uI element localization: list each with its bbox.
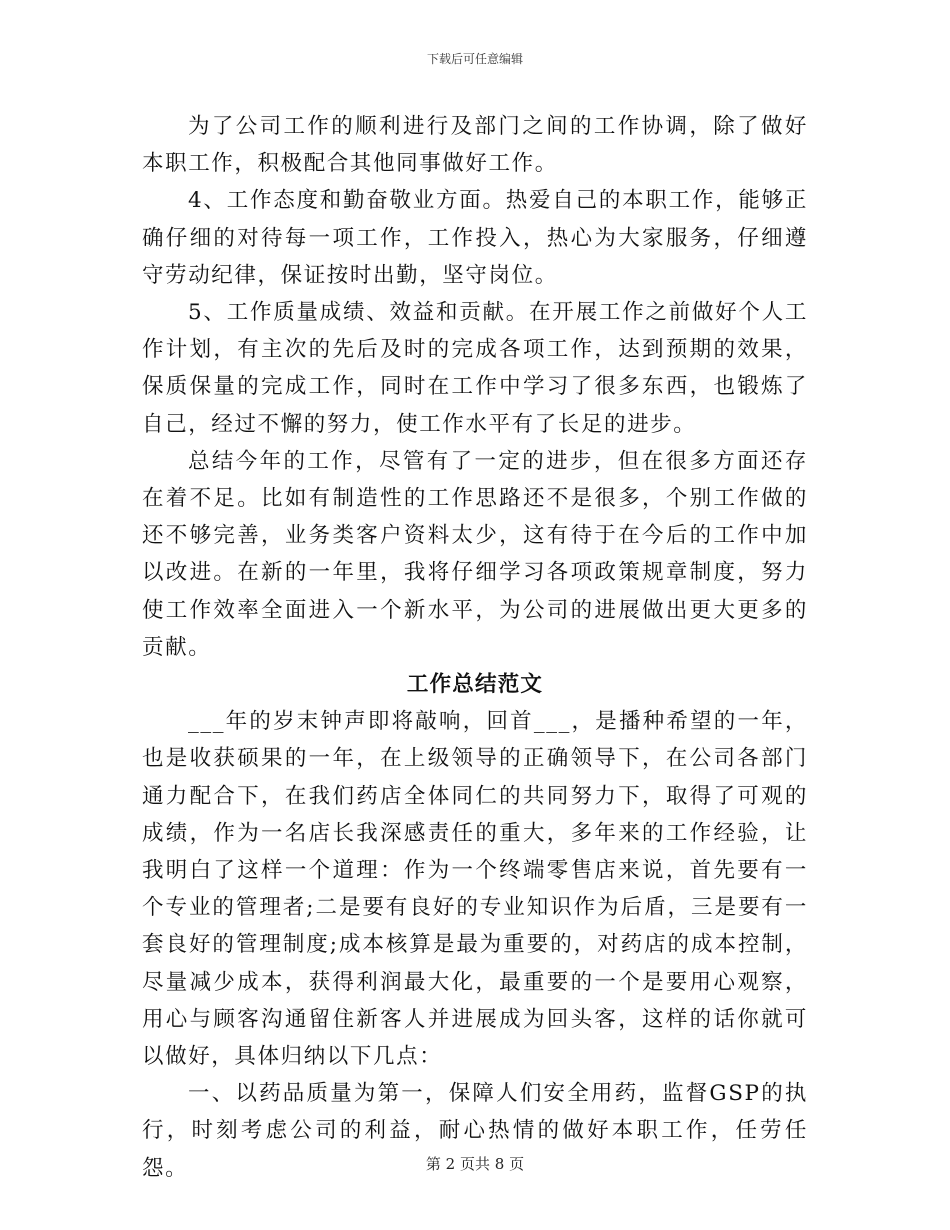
- paragraph-store-manager-intro: ___年的岁末钟声即将敲响，回首___，是播种希望的一年，也是收获硕果的一年，在上级领导的正确领导下，在公司各部门通力配合下，在我们药店全体同仁的共同努力下，取得了可观的成绩，作为一名店长我深感责任的重大，多年来的工作经验，让我明白了这样一个道理：作为一个终端零售店来说，首先要有一个专业的管理者;二是要有良好的专业知识作为后盾，三是要有一套良好的管理制度;成本核算是最为重要的，对药店的成本控制，尽量减少成本，获得利润最大化，最重要的一个是要用心观察，用心与顾客沟通留住新客人并进展成为回头客，这样的话你就可以做好，具体归纳以下几点：: [142, 709, 808, 1070]
- page-header: 下载后可任意编辑: [426, 52, 523, 66]
- section-title: 工作总结范文: [406, 672, 544, 698]
- document-body: [142, 108, 808, 1187]
- paragraph-year-summary: 总结今年的工作，尽管有了一定的进步，但在很多方面还存在着不足。比如有制造性的工作思路还不是很多，个别工作做的还不够完善，业务类客户资料太少，这有待于在今后的工作中加以改进。在新的一年里，我将仔细学习各项政策规章制度，努力使工作效率全面进入一个新水平，为公司的进展做出更大更多的贡献。: [142, 448, 808, 660]
- paragraph-cooperation: 为了公司工作的顺利进行及部门之间的工作协调，除了做好本职工作，积极配合其他同事做好工作。: [142, 114, 808, 177]
- paragraph-work-quality: 5、工作质量成绩、效益和贡献。在开展工作之前做好个人工作计划，有主次的先后及时的完成各项工作，达到预期的效果，保质保量的完成工作，同时在工作中学习了很多东西，也锻炼了自己，经过不懈的努力，使工作水平有了长足的进步。: [142, 300, 808, 437]
- page-footer: 第 2 页共 8 页: [425, 1155, 525, 1173]
- paragraph-drug-quality: 一、以药品质量为第一，保障人们安全用药，监督GSP的执行，时刻考虑公司的利益，耐心热情的做好本职工作，任劳任怨。: [142, 1081, 808, 1181]
- paragraph-work-attitude: 4、工作态度和勤奋敬业方面。热爱自己的本职工作，能够正确仔细的对待每一项工作，工作投入，热心为大家服务，仔细遵守劳动纪律，保证按时出勤，坚守岗位。: [142, 188, 808, 288]
